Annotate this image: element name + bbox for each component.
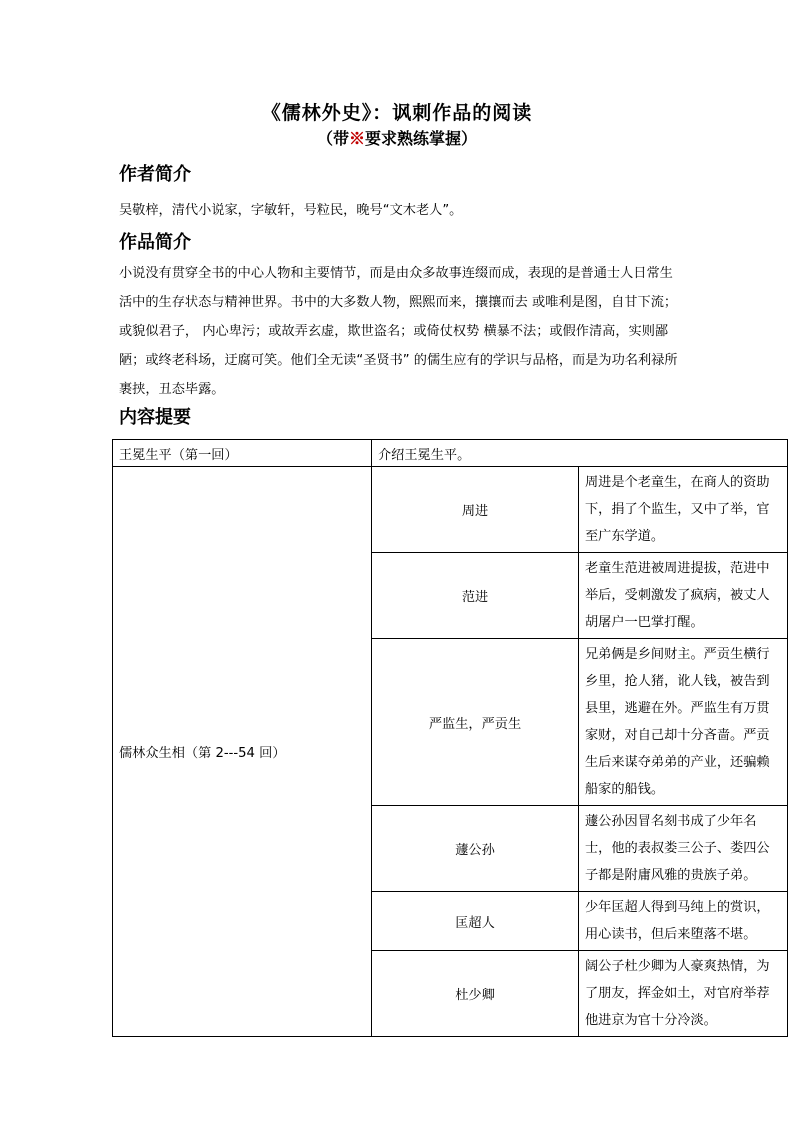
author-heading: 作者简介 (119, 164, 191, 185)
summary-cell: 介绍王冕生平。 (372, 440, 788, 467)
character-desc: 老童生范进被周进提拔，范进中举后，受刺激发了疯病，被丈人胡屠户一巴掌打醒。 (579, 553, 788, 639)
character-desc: 兄弟俩是乡间财主。严贡生横行乡里，抢人猪，讹人钱，被告到县里，逃避在外。严监生有万贯家财，对自己却十分吝啬。严贡生后来谋夺弟弟的产业，还骗赖船家的船钱。 (579, 639, 788, 806)
character-name: 杜少卿 (372, 951, 579, 1037)
character-desc: 蘧公孙因冒名刻书成了少年名士，他的表叔娄三公子、娄四公子都是附庸风雅的贵族子弟。 (579, 806, 788, 892)
table-row (113, 467, 788, 553)
table-row (113, 440, 788, 467)
content-table (112, 439, 788, 1037)
character-name: 范进 (372, 553, 579, 639)
key-mark-symbol: ※ (348, 129, 365, 148)
work-text: 小说没有贯穿全书的中心人物和主要情节，而是由众多故事连缀而成，表现的是普通士人日常生活中的生存状态与精神世界。书中的大多数人物，熙熙而来，攘攘而去 或唯利是图，自甘下流；或貌似君子， 内心卑污；或故弄玄虚，欺世盗名；或倚仗权势 横暴不法；或假作清高，实则鄙陋；或终老科场，迂腐可笑。他们全无读“圣贤书” 的儒生应有的学识与品格，而是为功名利禄所裹挟，丑态毕露。 (119, 266, 678, 397)
character-name: 蘧公孙 (372, 806, 579, 892)
author-text: 吴敬梓，清代小说家，字敏轩，号粒民，晚号“文木老人”。 (119, 203, 463, 218)
work-heading: 作品简介 (119, 232, 191, 253)
character-name: 匡超人 (372, 892, 579, 951)
character-name: 周进 (372, 467, 579, 553)
character-desc: 阔公子杜少卿为人豪爽热情，为了朋友，挥金如土，对官府举荐他进京为官十分冷淡。 (579, 951, 788, 1037)
character-desc: 少年匡超人得到马纯上的赏识，用心读书，但后来堕落不堪。 (579, 892, 788, 951)
subtitle-left: （带 (316, 129, 349, 148)
content-heading: 内容提要 (119, 407, 191, 428)
character-name: 严监生，严贡生 (372, 639, 579, 806)
group-label-cell: 儒林众生相（第 2---54 回） (113, 467, 372, 1037)
chapter-cell: 王冕生平（第一回） (113, 440, 372, 467)
document-title: 《儒林外史》：讽刺作品的阅读 (261, 102, 533, 124)
character-desc: 周进是个老童生，在商人的资助下，捐了个监生，又中了举，官至广东学道。 (579, 467, 788, 553)
subtitle-right: 要求熟练掌握） (365, 129, 478, 148)
document-subtitle (0, 126, 794, 149)
